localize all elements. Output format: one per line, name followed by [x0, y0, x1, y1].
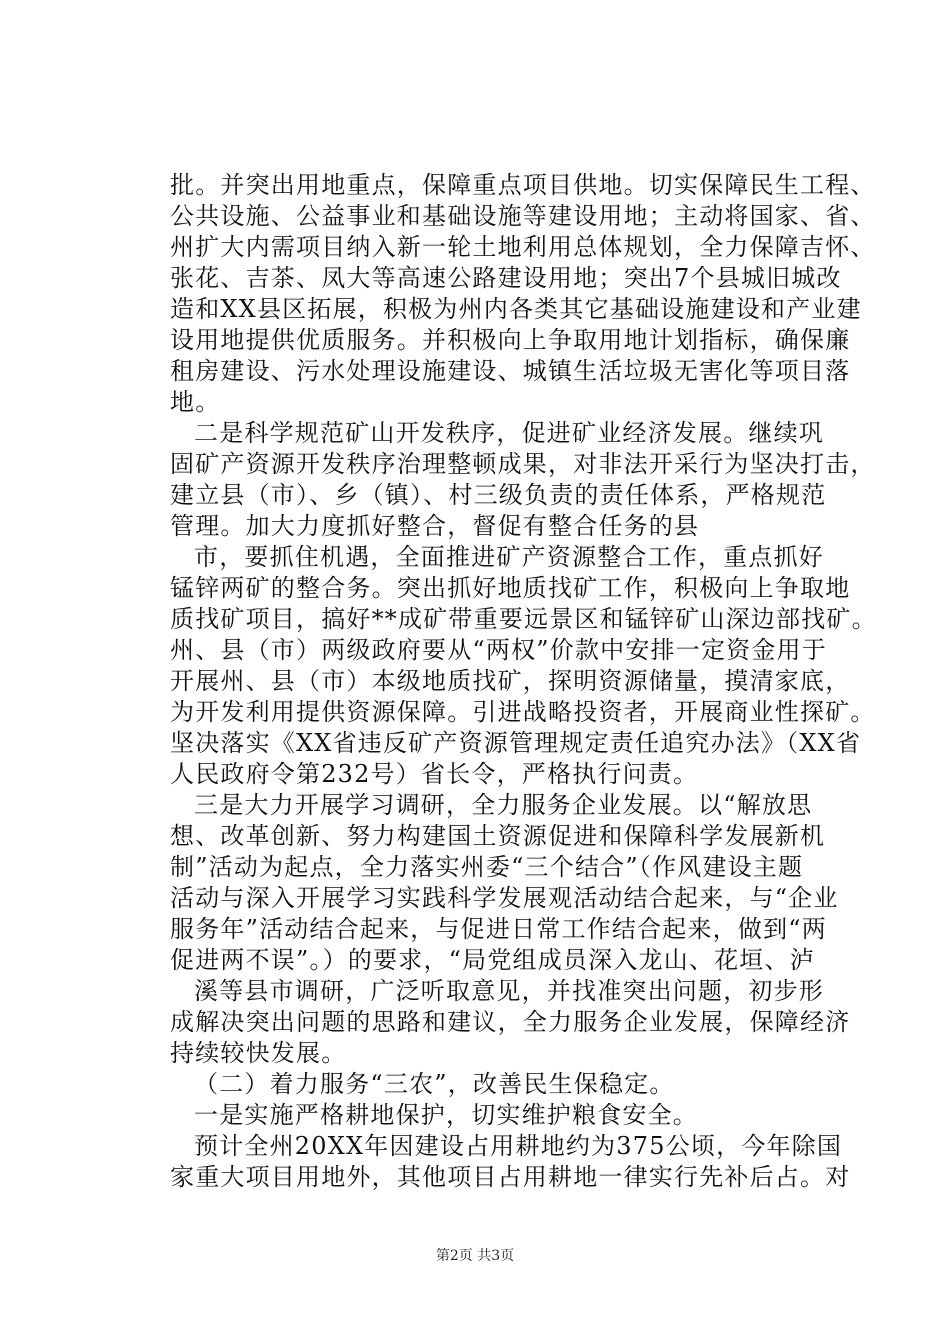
paragraph-start-line: 一是实施严格耕地保护，切实维护粮食安全。 — [194, 1101, 698, 1129]
text-line: 批。并突出用地重点，保障重点项目供地。切实保障民生工程、 — [170, 171, 876, 199]
text-line: 管理。加大力度抓好整合，督促有整合任务的县 — [170, 512, 700, 540]
text-line: 地。 — [170, 388, 221, 416]
text-line: 锰锌两矿的整合务。突出抓好地质找矿工作，积极向上争取地 — [170, 574, 851, 602]
text-line: 州、县（市）两级政府要从“两权”价款中安排一定资金用于 — [170, 636, 827, 664]
text-line: 成解决突出问题的思路和建议，全力服务企业发展，保障经济 — [170, 1008, 851, 1036]
text-line: 开展州、县（市）本级地质找矿，探明资源储量，摸清家底， — [170, 667, 851, 695]
text-line: 持续较快发展。 — [170, 1039, 347, 1067]
text-line: 质找矿项目，搞好**成矿带重要远景区和锰锌矿山深边部找矿。 — [170, 605, 877, 633]
text-line: 张花、吉茶、凤大等高速公路建设用地；突出7个县城旧城改 — [170, 264, 842, 292]
body-text — [170, 170, 877, 1193]
text-line: 为开发利用提供资源保障。引进战略投资者，开展商业性探矿。 — [170, 698, 876, 726]
text-line: 制”活动为起点，全力落实州委“三个结合”（作风建设主题 — [170, 853, 804, 881]
page-footer: 第2页 共3页 — [435, 1248, 515, 1264]
text-line: 州扩大内需项目纳入新一轮土地利用总体规划，全力保障吉怀、 — [170, 233, 876, 261]
paragraph-start-line: 三是大力开展学习调研，全力服务企业发展。以“解放思 — [194, 791, 813, 819]
paragraph-start-line: 溪等县市调研，广泛听取意见，并找准突出问题，初步形 — [194, 977, 824, 1005]
text-line: 建立县（市）、乡（镇）、村三级负责的责任体系，严格规范 — [170, 481, 827, 509]
text-line: 人民政府令第232号）省长令，严格执行问责。 — [170, 760, 699, 788]
text-line: 促进两不误”。）的要求，“局党组成员深入龙山、花垣、泸 — [170, 946, 815, 974]
text-line: 造和XX县区拓展，积极为州内各类其它基础设施建设和产业建 — [170, 295, 862, 323]
text-line: 服务年”活动结合起来，与促进日常工作结合起来，做到“两 — [170, 915, 827, 943]
text-line: 设用地提供优质服务。并积极向上争取用地计划指标，确保廉 — [170, 326, 851, 354]
paragraph-start-line: 预计全州20XX年因建设占用耕地约为375公顷，今年除国 — [194, 1132, 843, 1160]
text-line: 想、改革创新、努力构建国土资源促进和保障科学发展新机 — [170, 822, 826, 850]
text-line: 家重大项目用地外，其他项目占用耕地一律实行先补后占。对 — [170, 1163, 851, 1191]
section-heading-line: （二）着力服务“三农”，改善民生保稳定。 — [194, 1070, 675, 1098]
text-line: 公共设施、公益事业和基础设施等建设用地；主动将国家、省、 — [170, 202, 876, 230]
text-line: 固矿产资源开发秩序治理整顿成果，对非法开采行为坚决打击， — [170, 450, 876, 478]
text-line: 坚决落实《XX省违反矿产资源管理规定责任追究办法》（XX省 — [170, 729, 862, 757]
text-line: 活动与深入开展学习实践科学发展观活动结合起来，与“企业 — [170, 884, 839, 912]
paragraph-start-line: 二是科学规范矿山开发秩序，促进矿业经济发展。继续巩 — [194, 419, 824, 447]
paragraph-start-line: 市，要抓住机遇，全面推进矿产资源整合工作，重点抓好 — [194, 543, 824, 571]
text-line: 租房建设、污水处理设施建设、城镇生活垃圾无害化等项目落 — [170, 357, 851, 385]
